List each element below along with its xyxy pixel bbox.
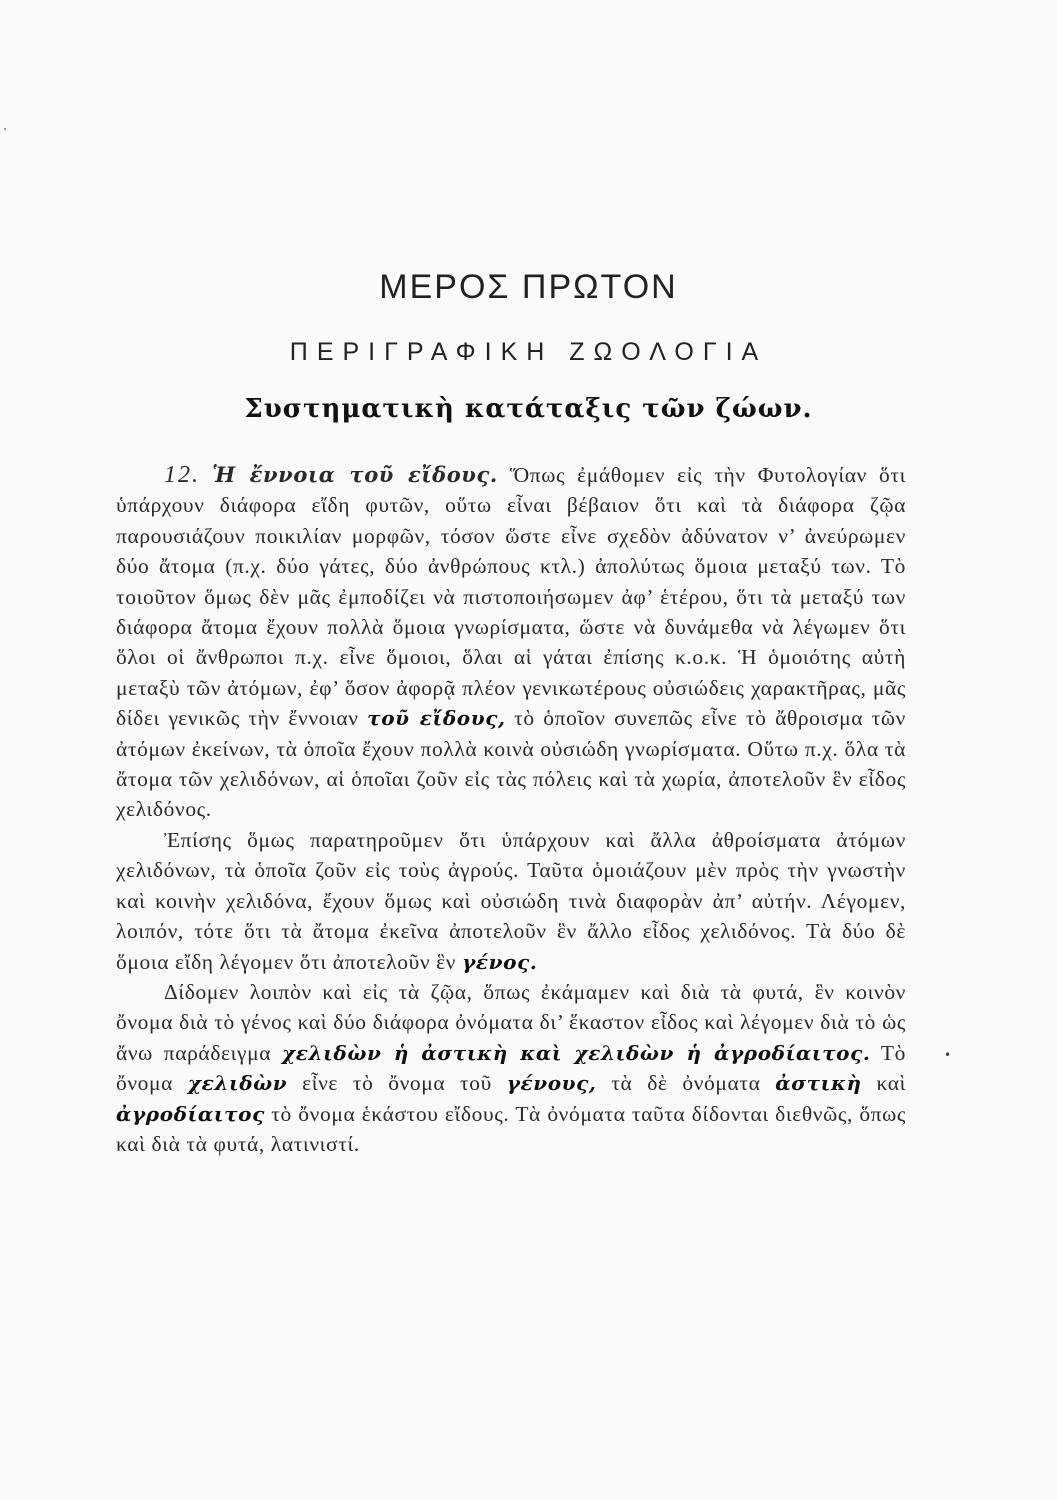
- paragraph-1: [116, 460, 906, 825]
- paragraph-3-text-5: καὶ: [861, 1071, 906, 1096]
- section-number: 12.: [164, 462, 200, 488]
- paragraph-3-text-3: εἶνε τὸ ὄνομα τοῦ: [287, 1071, 507, 1096]
- section-title: ΠΕΡΙΓΡΑΦΙΚΗ ΖΩΟΛΟΓΙΑ: [289, 338, 768, 366]
- paragraph-1-text-1: Ὅπως ἐμάθομεν εἰς τὴν Φυτολογίαν ὅτι ὑπάρχουν διάφορα εἴδη φυτῶν, οὕτω εἶναι βέβαιον ὅτι καὶ τὰ διάφορα ζῷα παρουσιάζουν ποικιλίαν μορφῶν, τόσον ὥστε εἶνε σχεδὸν ἀδύνατον ν’ ἀνεύρωμεν δύο ἄτομα (π.χ. δύο γάτες, δύο ἀνθρώπους κτλ.) ἀπολύτως ὅμοια μεταξύ των. Τὸ τοιοῦτον ὅμως δὲν μᾶς ἐμποδίζει νὰ πιστοποιήσωμεν ἀφ’ ἑτέρου, ὅτι τὰ μεταξύ των διάφορα ἄτομα ἔχουν πολλὰ ὅμοια γνωρίσματα, ὥστε νὰ δυνάμεθα νὰ λέγωμεν ὅτι ὅλοι οἱ ἄνθρωποι π.χ. εἶνε ὅμοιοι, ὅλαι αἱ γάται ἐπίσης κ.ο.κ. Ἡ ὁμοιότης αὐτὴ μεταξὺ τῶν ἀτόμων, ἐφ’ ὅσον ἀφορᾷ πλέον γενικωτέρους οὐσιώδεις χαρακτῆρας, μᾶς δίδει γενικῶς τὴν ἔννοιαν: [116, 463, 907, 731]
- paragraph-3-text-6: τὸ ὄνομα ἑκάστου εἴδους. Τὰ ὀνόματα ταῦτα δίδονται διεθνῶς, ὅπως καὶ διὰ τὰ φυτά, λατινιστί.: [116, 1101, 906, 1156]
- paragraph-3-text-1: Δίδομεν λοιπὸν καὶ εἰς τὰ ζῷα, ὅπως ἐκάμαμεν καὶ διὰ τὰ φυτά, ἓν κοινὸν ὄνομα διὰ τὸ γένος καὶ δύο διάφορα ὀνόματα δι’ ἕκαστον εἶδος καὶ λέγομεν διὰ τὸ ὡς ἄνω παράδειγμα: [116, 979, 906, 1065]
- term-astiki: ἀστικὴ: [775, 1071, 862, 1096]
- term-genos: γένος.: [462, 949, 538, 974]
- paragraph-3: [116, 977, 906, 1159]
- paragraph-2: [116, 825, 906, 977]
- paragraph-2-text-1: Ἐπίσης ὅμως παρατηροῦμεν ὅτι ὑπάρχουν καὶ ἄλλα ἀθροίσματα ἀτόμων χελιδόνων, τὰ ὁποῖα ζοῦν εἰς τοὺς ἀγρούς. Ταῦτα ὁμοιάζουν μὲν πρὸς τὴν γνωστὴν καὶ κοινὴν χελιδόνα, ἔχουν ὅμως καὶ οὐσιώδη τινὰ διαφορὰν ἀπ’ αὐτήν. Λέγομεν, λοιπόν, τότε ὅτι τὰ ἄτομα ἐκεῖνα ἀποτελοῦν ἓν ἄλλο εἶδος χελιδόνος. Τὰ δύο δὲ ὅμοια εἴδη λέγομεν ὅτι ἀποτελοῦν ἓν: [116, 827, 906, 974]
- subtitle: Συστηματικὴ κατάταξις τῶν ζώων.: [244, 394, 813, 424]
- term-species-names: χελιδὼν ἡ ἀστικὴ καὶ χελιδὼν ἡ ἀγροδίαιτος.: [281, 1040, 871, 1065]
- page-speck: [4, 128, 6, 130]
- term-genous: γένους,: [506, 1071, 597, 1096]
- paragraph-3-text-2: Τὸ ὄνομα: [116, 1040, 906, 1096]
- term-chelidon: χελιδὼν: [187, 1071, 288, 1096]
- section-heading: Ἡ ἔννοια τοῦ εἴδους.: [212, 462, 498, 487]
- term-eidous: τοῦ εἴδους,: [367, 706, 506, 731]
- paragraph-1-text-2: τὸ ὁποῖον συνεπῶς εἶνε τὸ ἄθροισμα τῶν ἀτόμων ἐκείνων, τὰ ὁποῖα ἔχουν πολλὰ κοινὰ οὐσιώδη γνωρίσματα. Οὕτω π.χ. ὅλα τὰ ἄτομα τῶν χελιδόνων, αἱ ὁποῖαι ζοῦν εἰς τὰς πόλεις καὶ τὰ χωρία, ἀποτελοῦν ἓν εἶδος χελιδόνος.: [116, 706, 906, 822]
- margin-mark: •: [944, 1048, 952, 1062]
- term-agrodiaitos: ἀγροδίαιτος: [116, 1101, 265, 1126]
- body-text: [116, 460, 906, 1159]
- part-title: ΜΕΡΟΣ ΠΡΩΤΟΝ: [379, 268, 678, 306]
- paragraph-3-text-4: τὰ δὲ ὀνόματα: [596, 1071, 776, 1096]
